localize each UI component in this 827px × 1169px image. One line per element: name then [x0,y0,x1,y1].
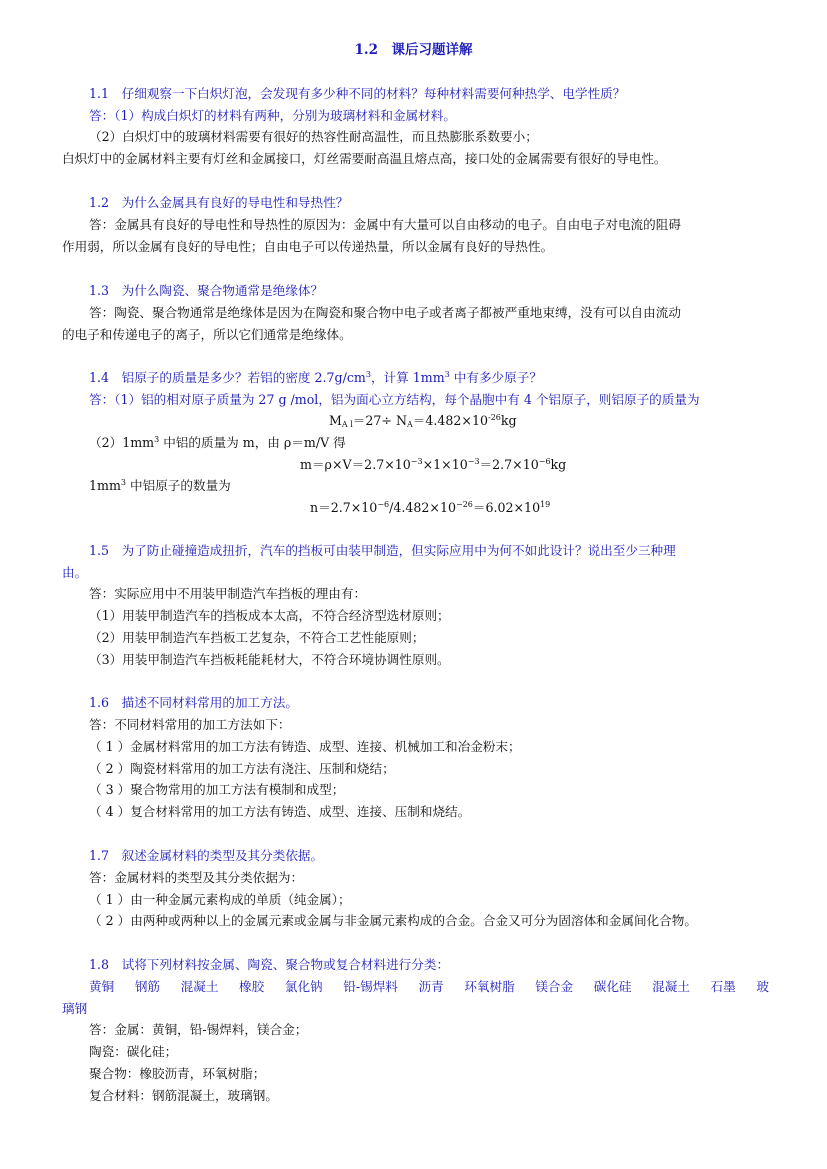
material-item: 环氧树脂 [464,979,515,994]
material-item: 黄铜 [89,979,115,994]
answer-1-2-line-2: 作用弱，所以金属有良好的导电性；自由电子可以传递热量，所以金属有良好的导热性。 [62,239,554,254]
material-item: 氯化钠 [284,979,323,994]
answer-1-3-line-2: 的电子和传递电子的离子，所以它们通常是绝缘体。 [62,327,352,342]
answer-1-3-line-1: 答：陶瓷、聚合物通常是绝缘体是因为在陶瓷和聚合物中电子或者离子都被严重地束缚，没有可以自由流动 [89,305,681,320]
question-1-6: 1.6 描述不同材料常用的加工方法。 [89,695,298,710]
answer-1-7-line-3: （ 2 ）由两种或两种以上的金属元素或金属与非金属元素构成的合金。合金又可分为固溶体和金属间化合物。 [89,913,697,928]
material-item: 玻 [756,979,769,994]
material-item: 沥青 [418,979,444,994]
question-1-3: 1.3 为什么陶瓷、聚合物通常是绝缘体？ [89,283,324,298]
material-item: 混凝土 [180,979,219,994]
answer-1-4-line-1: 答：（1）铝的相对原子质量为 27 g /mol，铝为面心立方结构，每个晶胞中有 4 个铝原子，则铝原子的质量为 [89,392,700,407]
answer-1-1-line-2: （2）白炽灯中的玻璃材料需要有很好的热容性耐高温性，而且热膨胀系数要小； [89,129,538,144]
question-1-1: 1.1 仔细观察一下白炽灯泡，会发现有多少种不同的材料？每种材料需要何种热学、电学性质？ [89,86,626,101]
material-list [89,978,769,996]
answer-1-7-line-2: （ 1 ）由一种金属元素构成的单质（纯金属）； [89,892,351,907]
material-item: 石墨 [710,979,736,994]
question-1-5-line-1: 1.5 为了防止碰撞造成扭折，汽车的挡板可由装甲制造，但实际应用中为何不如此设计？说出至少三种理 [89,543,676,558]
answer-1-6-line-4: （ 3 ）聚合物常用的加工方法有模制和成型； [89,782,345,797]
answer-1-5-line-1: 答：实际应用中不用装甲制造汽车挡板的理由有： [89,586,367,601]
answer-1-5-line-4: （3）用装甲制造汽车挡板耗能耗材大，不符合环境协调性原则。 [89,652,450,667]
answer-1-8-line-3: 聚合物：橡胶沥青，环氧树脂； [89,1066,266,1081]
material-item: 混凝土 [652,979,690,994]
question-1-8: 1.8 试将下列材料按金属、陶瓷、聚合物或复合材料进行分类： [89,957,450,972]
answer-1-7-line-1: 答：金属材料的类型及其分类依据为： [89,870,304,885]
answer-1-1-line-1: 答：（1）构成白炽灯的材料有两种，分别为玻璃材料和金属材料。 [89,108,456,123]
answer-1-8-line-4: 复合材料：钢筋混凝土，玻璃钢。 [89,1088,278,1103]
equation-atom-count: $n=2.7\times 10^{-6}/4.482\times 10^{-26}=6.02\times 10^{19}$ [310,500,551,515]
answer-1-4-line-3: $1mm^3$ 中铝原子的数量为 [89,478,231,493]
answer-1-5-line-3: （2）用装甲制造汽车挡板工艺复杂，不符合工艺性能原则； [89,630,425,645]
material-item: 钢筋 [134,979,160,994]
answer-1-1-line-3: 白炽灯中的金属材料主要有灯丝和金属接口，灯丝需要耐高温且熔点高，接口处的金属需要有很好的导电性。 [62,151,667,166]
answer-1-6-line-2: （ 1 ）金属材料常用的加工方法有铸造、成型、连接、机械加工和冶金粉末； [89,739,521,754]
answer-1-6-line-1: 答：不同材料常用的加工方法如下： [89,717,291,732]
answer-1-5-line-2: （1）用装甲制造汽车的挡板成本太高，不符合经济型选材原则； [89,608,450,623]
question-1-7: 1.7 叙述金属材料的类型及其分类依据。 [89,848,324,863]
answer-1-4-line-2: $(2)1mm^3$ 中铝的质量为 m，由 ρ＝m/V 得 [89,435,346,450]
answer-1-6-line-3: （ 2 ）陶瓷材料常用的加工方法有浇注、压制和烧结； [89,761,395,776]
answer-1-8-line-2: 陶瓷：碳化硅； [89,1044,178,1059]
answer-1-2-line-1: 答：金属具有良好的导电性和导热性的原因为：金属中有大量可以自由移动的电子。自由电子对电流的阻碍 [89,217,681,232]
question-1-2: 1.2 为什么金属具有良好的导电性和导热性？ [89,195,349,210]
question-1-4: 1.4 铝原子的质量是多少？若铝的密度 $2.7g/cm^3$，计算 $1mm^3$ 中有多少原子？ [89,370,542,385]
material-item: 橡胶 [239,979,265,994]
question-1-5-line-2: 由。 [62,565,88,580]
answer-1-8-line-1: 答：金属：黄铜，铅-锡焊料，镁合金； [89,1022,308,1037]
material-item: 镁合金 [535,979,574,994]
equation-mass: $m=\rho\times V=2.7\times 10^{-3}\times 1\times 10^{-3}=2.7\times 10^{-6}kg$ [300,457,567,472]
section-title: 1.2 课后习题详解 [354,42,473,58]
answer-1-6-line-5: （ 4 ）复合材料常用的加工方法有铸造、成型、连接、压制和烧结。 [89,804,471,819]
material-list-wrap: 璃钢 [62,1001,88,1016]
material-item: 铅-锡焊料 [343,979,398,994]
material-item: 碳化硅 [593,979,632,994]
equation-atom-mass: $M_{A l}=27\div N_A=4.482\times 10^{-26}kg$ [329,413,517,429]
